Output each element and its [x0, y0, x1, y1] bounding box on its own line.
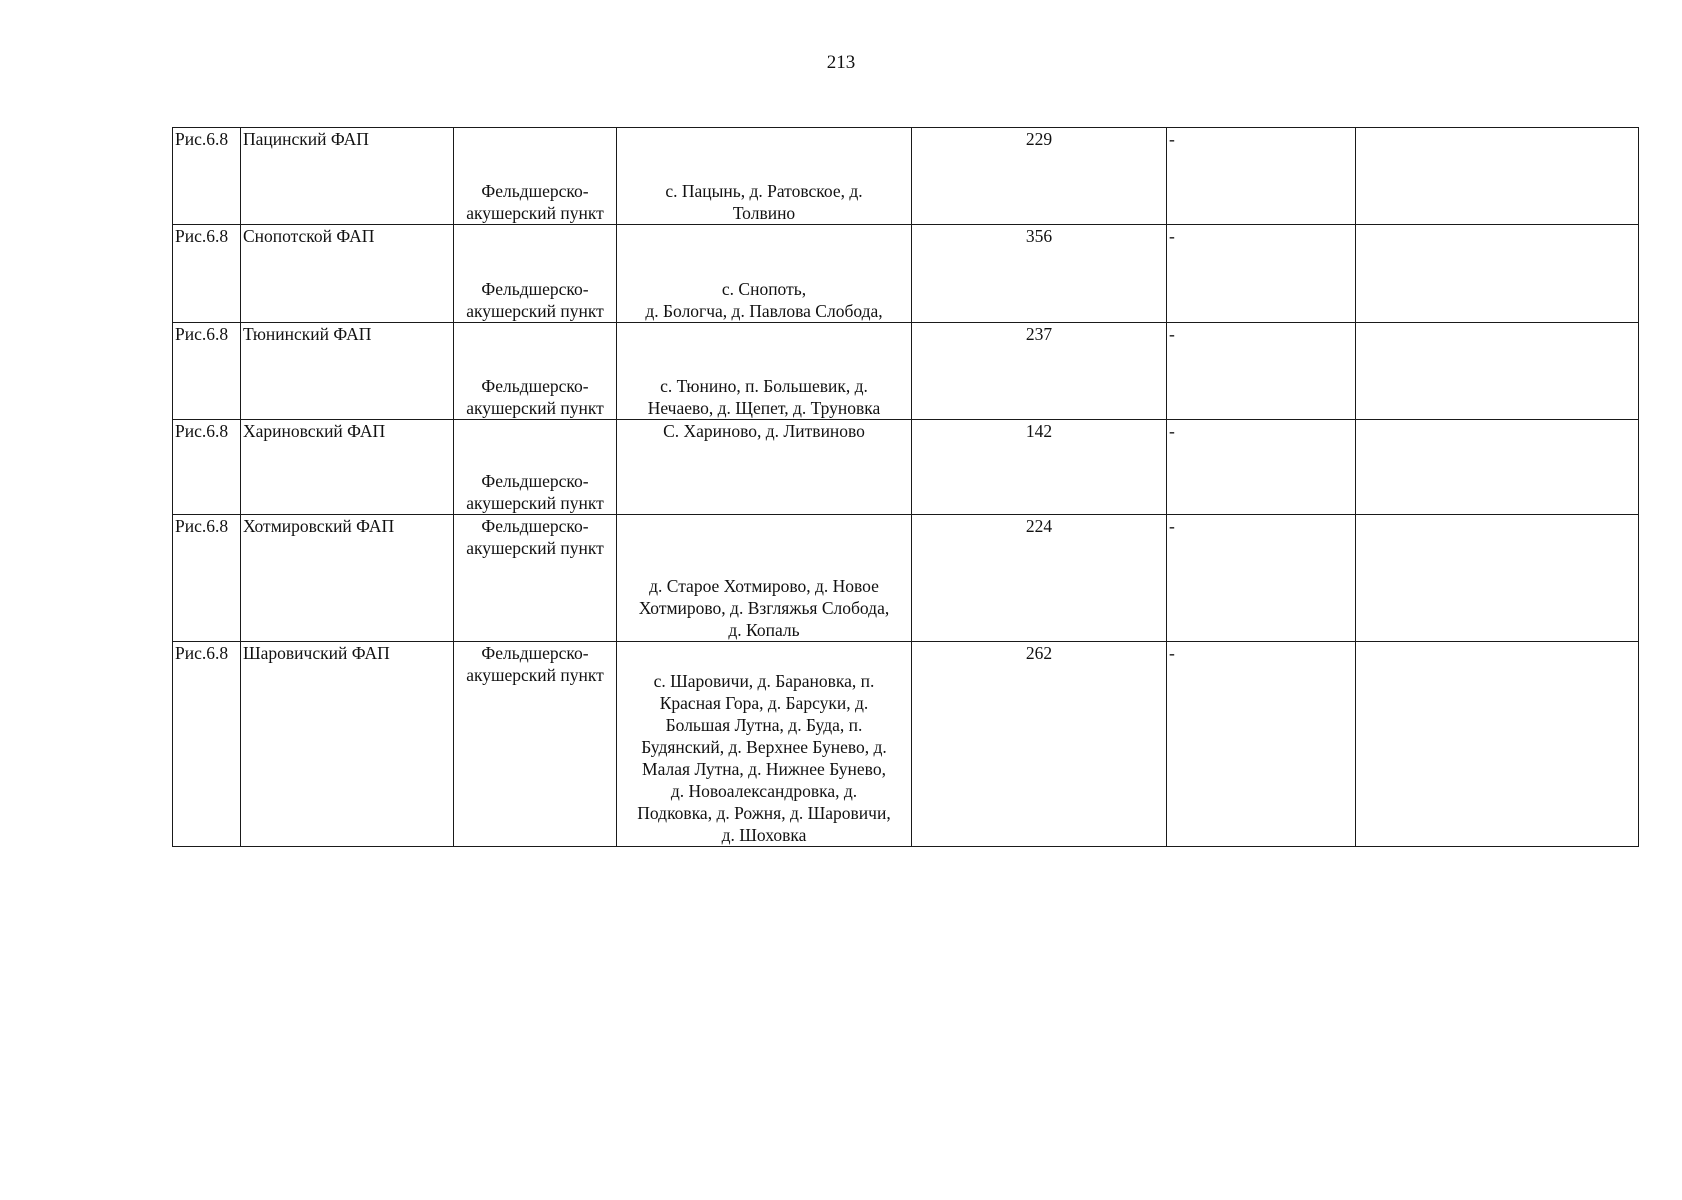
service-area: [617, 225, 912, 323]
service-area-line: д. Новоалександровка, д.: [670, 781, 858, 801]
facility-type-line: Фельдшерско-: [481, 279, 589, 299]
facility-type-line: акушерский пункт: [466, 493, 604, 513]
population-count: 142: [912, 420, 1167, 515]
facility-type-line: акушерский пункт: [466, 301, 604, 321]
facility-type-line: акушерский пункт: [466, 538, 604, 558]
page-number: 213: [826, 52, 856, 73]
service-area-line: Хотмирово, д. Взгляжья Слобода,: [638, 598, 890, 618]
dash-cell: -: [1167, 225, 1356, 323]
service-area: [617, 128, 912, 225]
facility-type-line: Фельдшерско-: [481, 471, 589, 491]
population-count: 237: [912, 323, 1167, 420]
facility-type-line: акушерский пункт: [466, 665, 604, 685]
empty-cell: [1356, 642, 1639, 847]
service-area-line: д. Старое Хотмирово, д. Новое: [649, 576, 879, 596]
empty-cell: [1356, 225, 1639, 323]
dash-cell: -: [1167, 515, 1356, 642]
service-area-line: Большая Лутна, д. Буда, п.: [665, 715, 863, 735]
facilities-table: [172, 127, 1639, 847]
facility-type: [454, 515, 617, 642]
figure-ref: Рис.6.8: [173, 515, 241, 642]
facility-type: [454, 323, 617, 420]
facility-type-line: Фельдшерско-: [481, 181, 589, 201]
table-row: [173, 225, 1639, 323]
population-count: 356: [912, 225, 1167, 323]
service-area-line: Красная Гора, д. Барсуки, д.: [659, 693, 869, 713]
service-area: [617, 642, 912, 847]
service-area-line: с. Пацынь, д. Ратовское, д.: [665, 181, 863, 201]
dash-cell: -: [1167, 323, 1356, 420]
service-area-line: С. Хариново, д. Литвиново: [663, 421, 865, 441]
service-area-line: Нечаево, д. Щепет, д. Труновка: [647, 398, 881, 418]
facility-name: Шаровичский ФАП: [241, 642, 454, 847]
facility-name: Тюнинский ФАП: [241, 323, 454, 420]
facility-type-line: акушерский пункт: [466, 203, 604, 223]
figure-ref: Рис.6.8: [173, 128, 241, 225]
facility-type-line: Фельдшерско-: [481, 643, 589, 663]
service-area-line: с. Шаровичи, д. Барановка, п.: [653, 671, 875, 691]
facility-type-line: Фельдшерско-: [481, 376, 589, 396]
figure-ref: Рис.6.8: [173, 323, 241, 420]
table-row: [173, 323, 1639, 420]
facility-type: [454, 128, 617, 225]
facility-type: [454, 225, 617, 323]
empty-cell: [1356, 128, 1639, 225]
dash-cell: -: [1167, 128, 1356, 225]
facility-name: Хотмировский ФАП: [241, 515, 454, 642]
service-area-line: Малая Лутна, д. Нижнее Бунево,: [642, 759, 886, 779]
population-count: 262: [912, 642, 1167, 847]
facility-name: Снопотской ФАП: [241, 225, 454, 323]
empty-cell: [1356, 515, 1639, 642]
table-row: [173, 420, 1639, 515]
facility-name: Пацинский ФАП: [241, 128, 454, 225]
dash-cell: -: [1167, 642, 1356, 847]
dash-cell: -: [1167, 420, 1356, 515]
service-area-line: д. Шоховка: [721, 825, 807, 845]
population-count: 229: [912, 128, 1167, 225]
population-count: 224: [912, 515, 1167, 642]
service-area-line: с. Снопоть,: [721, 279, 807, 299]
figure-ref: Рис.6.8: [173, 420, 241, 515]
facility-type-line: Фельдшерско-: [481, 516, 589, 536]
service-area-line: Толвино: [732, 203, 796, 223]
facility-name: Хариновский ФАП: [241, 420, 454, 515]
figure-ref: Рис.6.8: [173, 225, 241, 323]
service-area-line: Будянский, д. Верхнее Бунево, д.: [641, 737, 887, 757]
service-area-line: д. Копаль: [728, 620, 800, 640]
facility-type-line: акушерский пункт: [466, 398, 604, 418]
table-row: [173, 515, 1639, 642]
service-area-line: д. Бологча, д. Павлова Слобода,: [645, 301, 883, 321]
service-area: [617, 420, 912, 515]
table-row: [173, 128, 1639, 225]
empty-cell: [1356, 420, 1639, 515]
facility-type: [454, 642, 617, 847]
service-area-line: Подковка, д. Рожня, д. Шаровичи,: [637, 803, 891, 823]
service-area-line: с. Тюнино, п. Большевик, д.: [660, 376, 868, 396]
service-area: [617, 323, 912, 420]
empty-cell: [1356, 323, 1639, 420]
figure-ref: Рис.6.8: [173, 642, 241, 847]
service-area: [617, 515, 912, 642]
table-row: [173, 642, 1639, 847]
facility-type: [454, 420, 617, 515]
